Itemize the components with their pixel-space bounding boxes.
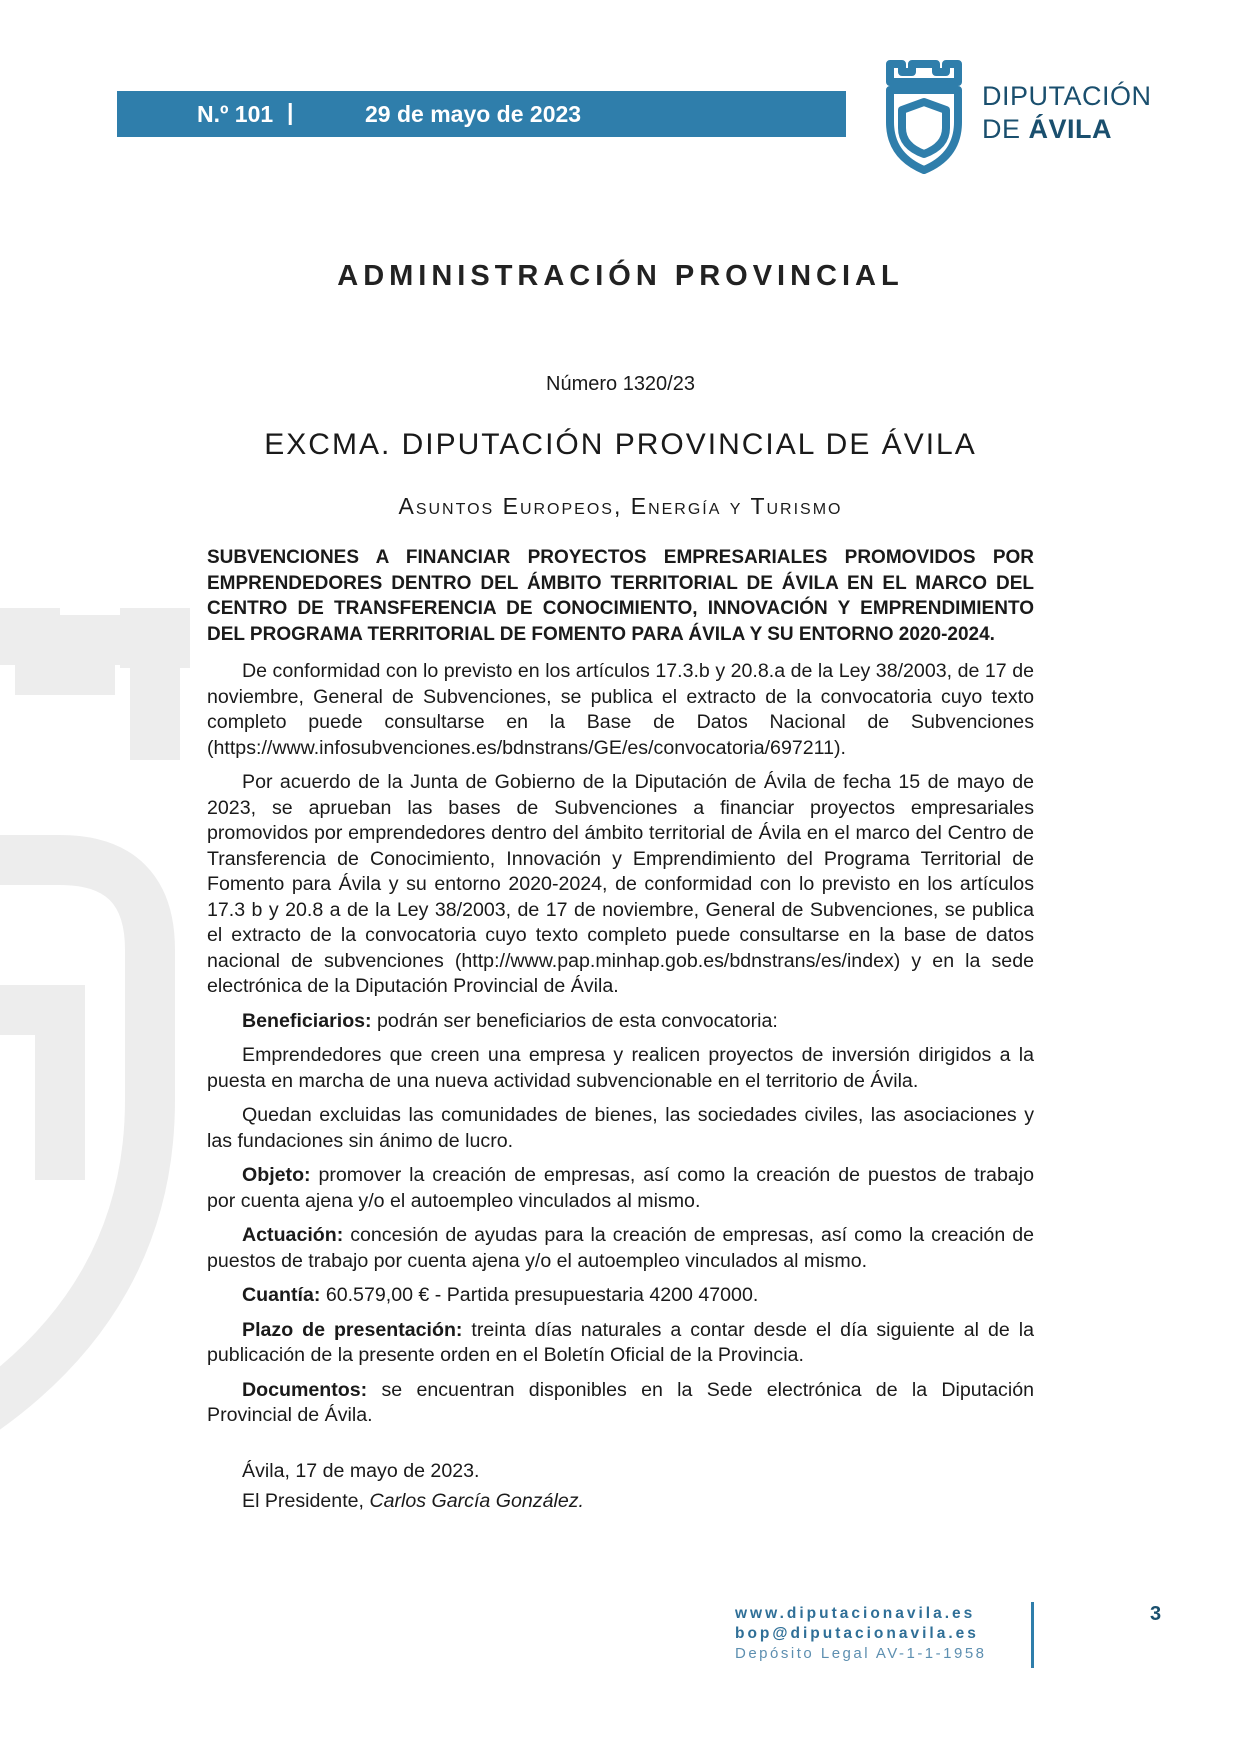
plazo-label: Plazo de presentación: (242, 1318, 463, 1341)
logo-line-2-prefix: DE (982, 114, 1029, 144)
announcement-subject: SUBVENCIONES A FINANCIAR PROYECTOS EMPRESARIALES PROMOVIDOS POR EMPRENDEDORES DENTRO DEL ÁMBITO TERRITORIAL DE ÁVILA EN EL MARCO DEL CENTRO DE TRANSFERENCIA DE CONOCIMIENTO, INNOVACIÓN Y EMPRENDIMIENTO DEL PROGRAMA TERRITORIAL DE FOMENTO PARA ÁVILA Y SU ENTORNO 2020-2024. (207, 547, 1034, 645)
section-title: ADMINISTRACIÓN PROVINCIAL (337, 260, 904, 292)
documentos-label: Documentos: (242, 1378, 368, 1401)
objeto-text: promover la creación de empresas, así como la creación de puestos de trabajo por cuenta ajena y/o el autoempleo vinculados al mismo. (207, 1164, 1034, 1212)
actuacion-text: concesión de ayudas para la creación de empresas, así como la creación de puestos de trabajo por cuenta ajena y/o el autoempleo vinculados al mismo. (207, 1224, 1034, 1272)
beneficiarios-text: podrán ser beneficiarios de esta convocatoria: (371, 1009, 778, 1032)
paragraph-approval: Por acuerdo de la Junta de Gobierno de la Diputación de Ávila de fecha 15 de mayo de 2023, se aprueban las bases de Subvenciones a financiar proyectos empresariales promovidos por emprendedores dentro del ámbito territorial de Ávila en el marco del Centro de Transferencia de Conocimiento, Innovación y Emprendimiento del Programa Territorial de Fomento para Ávila y su entorno 2020-2024, de conformidad con lo previsto en los artículos 17.3 b y 20.8 a de la Ley 38/2003, de 17 de noviembre, General de Subvenciones, se publica el extracto de la convocatoria cuyo texto completo puede consultarse en la base de datos nacional de subvenciones (http://www.pap.minhap.gob.es/bdnstrans/es/index) y en la sede electrónica de la Diputación Provincial de Ávila. (207, 771, 1034, 997)
footer-website-link[interactable]: www.diputacionavila.es (735, 1605, 976, 1622)
header-separator: | (287, 99, 294, 125)
objeto-label: Objeto: (242, 1164, 311, 1186)
paragraph-beneficiarios (207, 1009, 1034, 1035)
paragraph-exclusions: Quedan excluidas las comunidades de bienes, las sociedades civiles, las asociaciones y las fundaciones sin ánimo de lucro. (207, 1104, 1034, 1152)
closing-role: El Presidente, (242, 1489, 370, 1512)
department-name: Asuntos Europeos, Energía y Turismo (398, 493, 843, 519)
cuantia-text: 60.579,00 € - Partida presupuestaria 4200 47000. (320, 1284, 759, 1306)
issue-header-bar (117, 91, 846, 137)
logo-line-1: DIPUTACIÓN (982, 81, 1152, 111)
paragraph-emprendedores: Emprendedores que creen una empresa y realicen proyectos de inversión dirigidos a la puesta en marcha de una nueva actividad subvencionable en el territorio de Ávila. (207, 1044, 1034, 1092)
issue-date: 29 de mayo de 2023 (365, 101, 582, 127)
footer-legal-deposit: Depósito Legal AV-1-1-1958 (735, 1645, 987, 1662)
logo-line-2-bold: ÁVILA (1028, 114, 1113, 144)
closing-place-date: Ávila, 17 de mayo de 2023. (242, 1459, 480, 1482)
announcement-body (207, 545, 1034, 1516)
footer-divider (1031, 1602, 1034, 1668)
paragraph-objeto (207, 1163, 1034, 1214)
plazo-text: treinta días naturales a contar desde el día siguiente al de la publicación de la presente orden en el Boletín Oficial de la Provincia. (207, 1318, 1034, 1366)
beneficiarios-label: Beneficiarios: (242, 1009, 372, 1032)
footer-email-link[interactable]: bop@diputacionavila.es (735, 1625, 979, 1642)
paragraph-actuacion (207, 1223, 1034, 1274)
footer-contact (735, 1604, 987, 1664)
logo-line-2 (982, 113, 1152, 146)
announcement-number: Número 1320/23 (546, 373, 695, 395)
closing-signature (242, 1486, 1034, 1516)
paragraph-documentos (207, 1378, 1034, 1429)
closing-block (207, 1456, 1034, 1516)
logo-wordmark (982, 80, 1152, 146)
cuantia-label: Cuantía: (242, 1284, 321, 1306)
issue-number: N.º 101 (197, 101, 274, 127)
paragraph-legal-basis: De conformidad con lo previsto en los artículos 17.3.b y 20.8.a de la Ley 38/2003, de 17 de noviembre, General de Subvenciones, se publica el extracto de la convocatoria cuyo texto completo puede consultarse en la Base de Datos Nacional de Subvenciones (https://www.infosubvenciones.es/bdnstrans/GE/es/convocatoria/697211). (207, 660, 1034, 759)
page-number: 3 (1150, 1603, 1162, 1625)
organization-name: EXCMA. DIPUTACIÓN PROVINCIAL DE ÁVILA (264, 428, 977, 461)
closing-name: Carlos García González. (369, 1489, 584, 1512)
shield-icon (884, 60, 964, 174)
documentos-text: se encuentran disponibles en la Sede electrónica de la Diputación Provincial de Ávila. (207, 1378, 1034, 1426)
paragraph-cuantia (207, 1283, 1034, 1309)
diputacion-logo (884, 60, 1154, 180)
paragraph-plazo (207, 1318, 1034, 1369)
actuacion-label: Actuación: (242, 1224, 344, 1246)
